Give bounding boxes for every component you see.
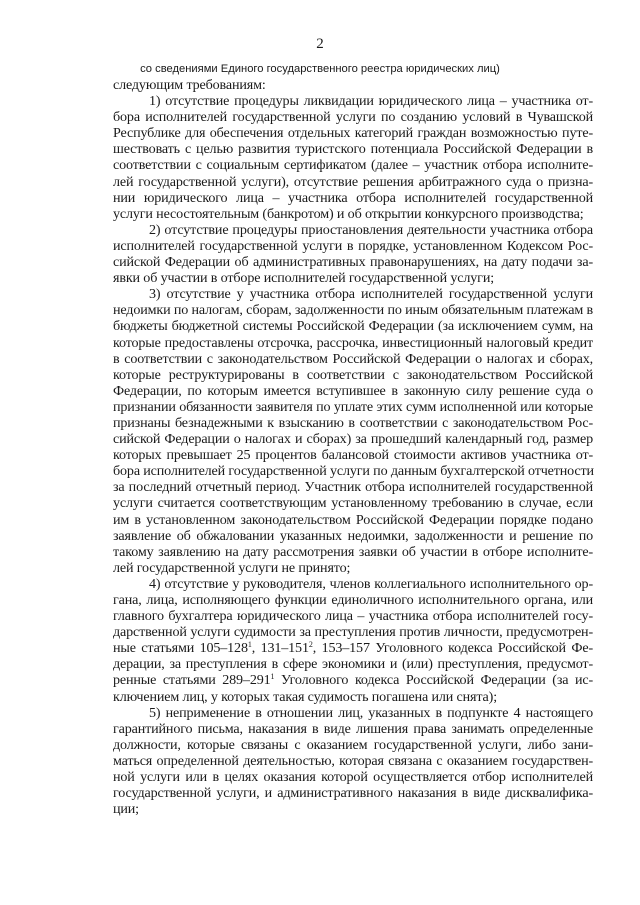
text-line: ной услуги или в целях оказания которой осуществляется отбор исполнителей — [113, 769, 593, 786]
text-line: сийской Федерации об административных правонарушениях, на дату подачи за- — [113, 254, 593, 271]
text-line: Федерации, по которым имеется вступившее в законную силу решение суда о — [113, 382, 593, 399]
text-line: лей государственной услуги не принято; — [113, 559, 351, 576]
text-line: нии юридического лица – участника отбора исполнителей государственной — [113, 189, 593, 206]
text-line: дарственной услуги судимости за преступления против личности, предусмотрен- — [113, 624, 593, 641]
text-line: шествовать с целью развития туристского потенциала Российской Федерации в — [113, 141, 593, 158]
text-line: ные статьями $105-128^1$, $131-151^2$, 153–157 Уголовного кодекса Российской Фе- — [113, 640, 593, 657]
page-number: 2 — [316, 36, 324, 52]
text-line: бора исполнителей государственной услуги по созданию условий в Чувашской — [113, 109, 593, 126]
document-body — [113, 77, 593, 817]
text-line: 2) отсутствие процедуры приостановления деятельности участника отбора — [149, 221, 593, 238]
text-line: такому заявлению на дату рассмотрения заявки об участии в отборе исполните- — [113, 543, 593, 560]
text-line: признаны безнадежными к взысканию в соответствии с законодательством Рос- — [113, 414, 593, 431]
text-line: за последний отчетный период. Участник отбора исполнителей государственной — [113, 479, 593, 496]
text-line: которых превышает 25 процентов балансовой стоимости активов участника от- — [113, 447, 593, 464]
text-line: ключением лиц, у которых такая судимость погашена или снята); — [113, 688, 497, 705]
text-line: бора исполнителей государственной услуги по данным бухгалтерской отчетности — [113, 463, 594, 480]
text-line: бюджеты бюджетной системы Российской Федерации (за исключением сумм, на — [113, 318, 593, 335]
text-line: признании обязанности заявителя по уплате этих сумм исполненной или которые — [113, 398, 593, 415]
text-line: исполнителей государственной услуги в порядке, установленном Кодексом Рос- — [113, 237, 593, 254]
text-line: ции; — [113, 801, 139, 818]
text-line: должности, которые связаны с оказанием государственной услуги, либо зани- — [113, 736, 593, 753]
text-line: 1) отсутствие процедуры ликвидации юридического лица – участника от- — [149, 93, 593, 110]
text-line: явки об участии в отборе исполнителей государственной услуги; — [113, 270, 494, 287]
text-line: соответствии с социальным сертификатом (далее – участник отбора исполните- — [113, 157, 593, 174]
text-line: лей государственной услуги), отсутствие решения арбитражного суда о призна- — [113, 173, 593, 190]
text-line: ренные статьями $289-291^1$ Уголовного кодекса Российской Федерации (за ис- — [113, 672, 593, 689]
text-line: заявление об обжаловании указанных недоимки, задолженности и решение по — [113, 527, 593, 544]
text-line: 5) неприменение в отношении лиц, указанных в подпункте 4 настоящего — [149, 704, 593, 721]
text-line: услуги считается соответствующим установленному требованию в случае, если — [113, 495, 593, 512]
text-line: в соответствии с законодательством Российской Федерации о налогах и сборах, — [113, 350, 593, 367]
text-line: гарантийного письма, наказания в виде лишения права занимать определенные — [113, 720, 593, 737]
text-line: им в установленном законодательством Российской Федерации порядке подано — [113, 511, 593, 528]
text-line: услуги несостоятельным (банкротом) и об открытии конкурсного производства; — [113, 205, 584, 222]
text-line: маться определенной деятельностью, которая связана с оказанием государствен- — [113, 752, 593, 769]
text-line: следующим требованиям: — [113, 77, 266, 93]
text-line: гана, лица, исполняющего функции единоличного исполнительного органа, или — [113, 592, 593, 608]
header-note: со сведениями Единого государственного реестра юридических лиц) — [140, 63, 500, 75]
text-line: дерации, за преступления в сфере экономики и (или) преступления, предусмот- — [113, 656, 593, 673]
text-line: 4) отсутствие у руководителя, членов коллегиального исполнительного ор- — [149, 575, 593, 592]
text-line: которые предоставлены отсрочка, рассрочка, инвестиционный налоговый кредит — [113, 334, 593, 351]
text-line: государственной услуги, и административного наказания в виде дисквалифика- — [113, 785, 593, 802]
text-line: которые реструктурированы в соответствии с законодательством Российской — [113, 366, 593, 383]
text-line: главного бухгалтера юридического лица – участника отбора исполнителей госу- — [113, 608, 593, 625]
text-line: сийской Федерации о налогах и сборах) за прошедший календарный год, размер — [113, 431, 593, 448]
text-line: недоимки по налогам, сборам, задолженности по иным обязательным платежам в — [113, 302, 594, 319]
text-line: 3) отсутствие у участника отбора исполнителей государственной услуги — [149, 286, 593, 303]
text-line: Республике для обеспечения отдельных категорий граждан возможностью путе- — [113, 125, 593, 142]
